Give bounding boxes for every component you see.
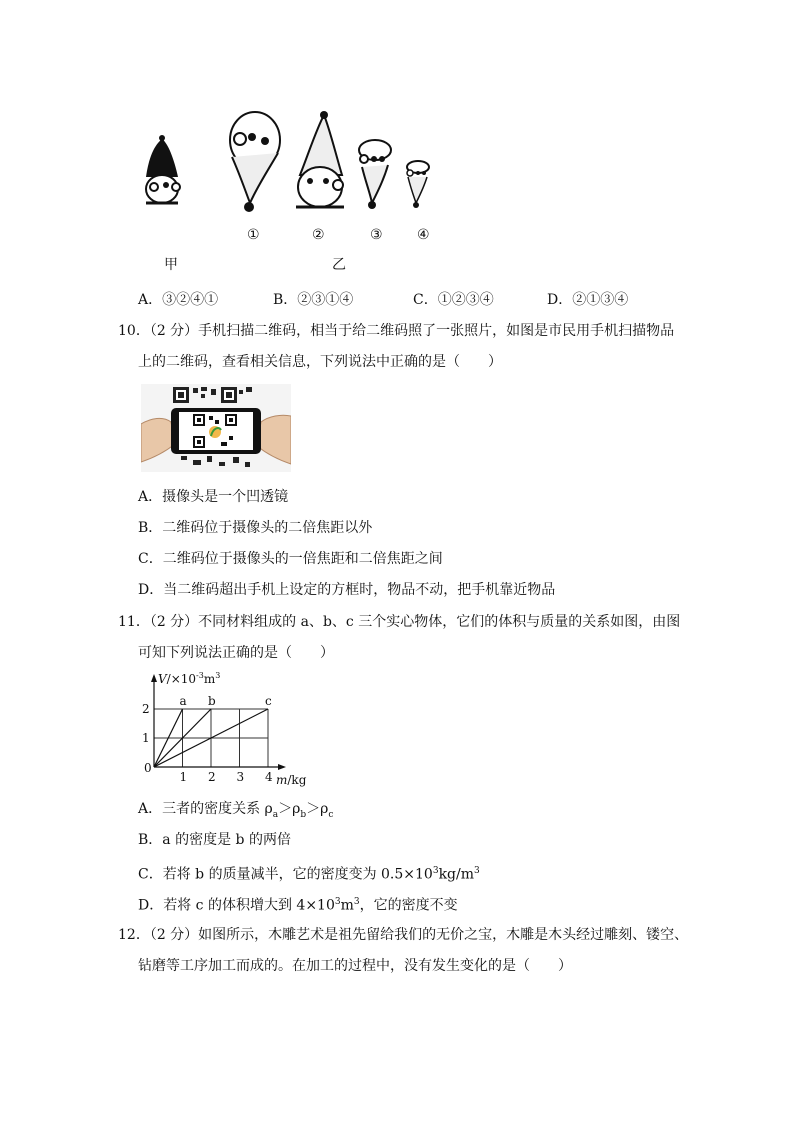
c-unit: kg/m <box>438 866 475 883</box>
q11-option-d <box>138 892 458 916</box>
x-axis-label: m/kg <box>276 773 307 787</box>
d-mid: m <box>340 897 354 914</box>
figure-jia <box>146 135 180 203</box>
d-exp: 3 <box>334 897 341 907</box>
label-jia: 甲 <box>164 257 178 273</box>
rho-sub-c: c <box>328 809 334 820</box>
volume-mass-chart <box>138 668 318 790</box>
q9-option-d: D．②①③④ <box>547 292 629 308</box>
q12-stem-line2: 钻磨等工序加工而成的。在加工的过程中，没有发生变化的是（ ） <box>138 958 572 974</box>
circled-label-4: ④ <box>417 227 430 243</box>
circled-label-2: ② <box>312 227 325 243</box>
circled-label-1: ① <box>247 227 260 243</box>
gt-1: ＞ρ <box>278 801 301 817</box>
series-label-b: b <box>208 694 216 708</box>
x-tick-label-1: 1 <box>179 770 188 784</box>
q10-option-b: B．二维码位于摄像头的二倍焦距以外 <box>138 520 373 536</box>
q11-option-d-pre: D．若将 c 的体积增大到 4×10 <box>138 897 335 914</box>
circled-label-3: ③ <box>370 227 383 243</box>
series-label-a: a <box>179 694 187 708</box>
rho-sub-a: a <box>272 809 279 820</box>
y-tick-label-1: 1 <box>142 731 150 745</box>
c-exp: 3 <box>432 866 439 876</box>
figure-3 <box>359 140 391 209</box>
q11-option-a <box>138 799 333 825</box>
x-tick-label-2: 2 <box>208 770 216 784</box>
q10-stem-line1: 10．（2 分）手机扫描二维码，相当于给二维码照了一张照片，如图是市民用手机扫描物品 <box>118 323 675 339</box>
q11-stem-line1: 11．（2 分）不同材料组成的 a、b、c 三个实心物体，它们的体积与质量的关系如图，由图 <box>118 614 681 630</box>
x-tick-label-3: 3 <box>236 770 245 784</box>
q11-stem-line2: 可知下列说法正确的是（ ） <box>138 645 334 661</box>
figure-1 <box>230 112 280 212</box>
q10-option-c: C．二维码位于摄像头的一倍焦距和二倍焦距之间 <box>138 551 443 567</box>
q10-option-d: D．当二维码超出手机上设定的方框时，物品不动，把手机靠近物品 <box>138 582 556 598</box>
q11-option-c-pre: C．若将 b 的质量减半，它的密度变为 0.5×10 <box>138 866 433 883</box>
q9-option-a: A．③②④① <box>138 292 219 308</box>
origin-label: 0 <box>144 761 152 775</box>
d-mid-exp: 3 <box>353 897 360 907</box>
q9-option-b: B．②③①④ <box>273 292 354 308</box>
q11-option-b: B．a 的密度是 b 的两倍 <box>138 832 291 848</box>
x-axis-arrow <box>278 764 286 770</box>
y-tick-label-2: 2 <box>142 702 150 716</box>
q11-option-c <box>138 861 480 885</box>
q10-stem-line2: 上的二维码，查看相关信息，下列说法中正确的是（ ） <box>138 354 502 370</box>
figure-2 <box>296 111 344 207</box>
q11-option-a-pre: A．三者的密度关系 ρ <box>138 801 273 817</box>
q9-figure <box>130 105 450 215</box>
q9-option-c: C．①②③④ <box>413 292 494 308</box>
chart-labels <box>142 694 273 784</box>
c-unit-exp: 3 <box>474 866 480 876</box>
q10-option-a: A．摄像头是一个凹透镜 <box>138 489 289 505</box>
series-label-c: c <box>265 694 272 708</box>
q11-option-d-post: ，它的密度不变 <box>359 897 458 914</box>
qr-phone-photo <box>141 384 291 472</box>
rho-sub-b: b <box>300 809 307 820</box>
y-axis-arrow <box>151 674 157 682</box>
label-yi: 乙 <box>332 257 346 273</box>
q12-stem-line1: 12．（2 分）如图所示，木雕艺术是祖先留给我们的无价之宝，木雕是木头经过雕刻、镂空、 <box>118 927 689 943</box>
figure-4 <box>407 161 429 208</box>
y-axis-label: $V/\times 10^{-3}m^3$ <box>158 671 221 686</box>
chart-axes <box>151 674 286 770</box>
x-tick-label-4: 4 <box>265 770 273 784</box>
gt-2: ＞ρ <box>306 801 329 817</box>
